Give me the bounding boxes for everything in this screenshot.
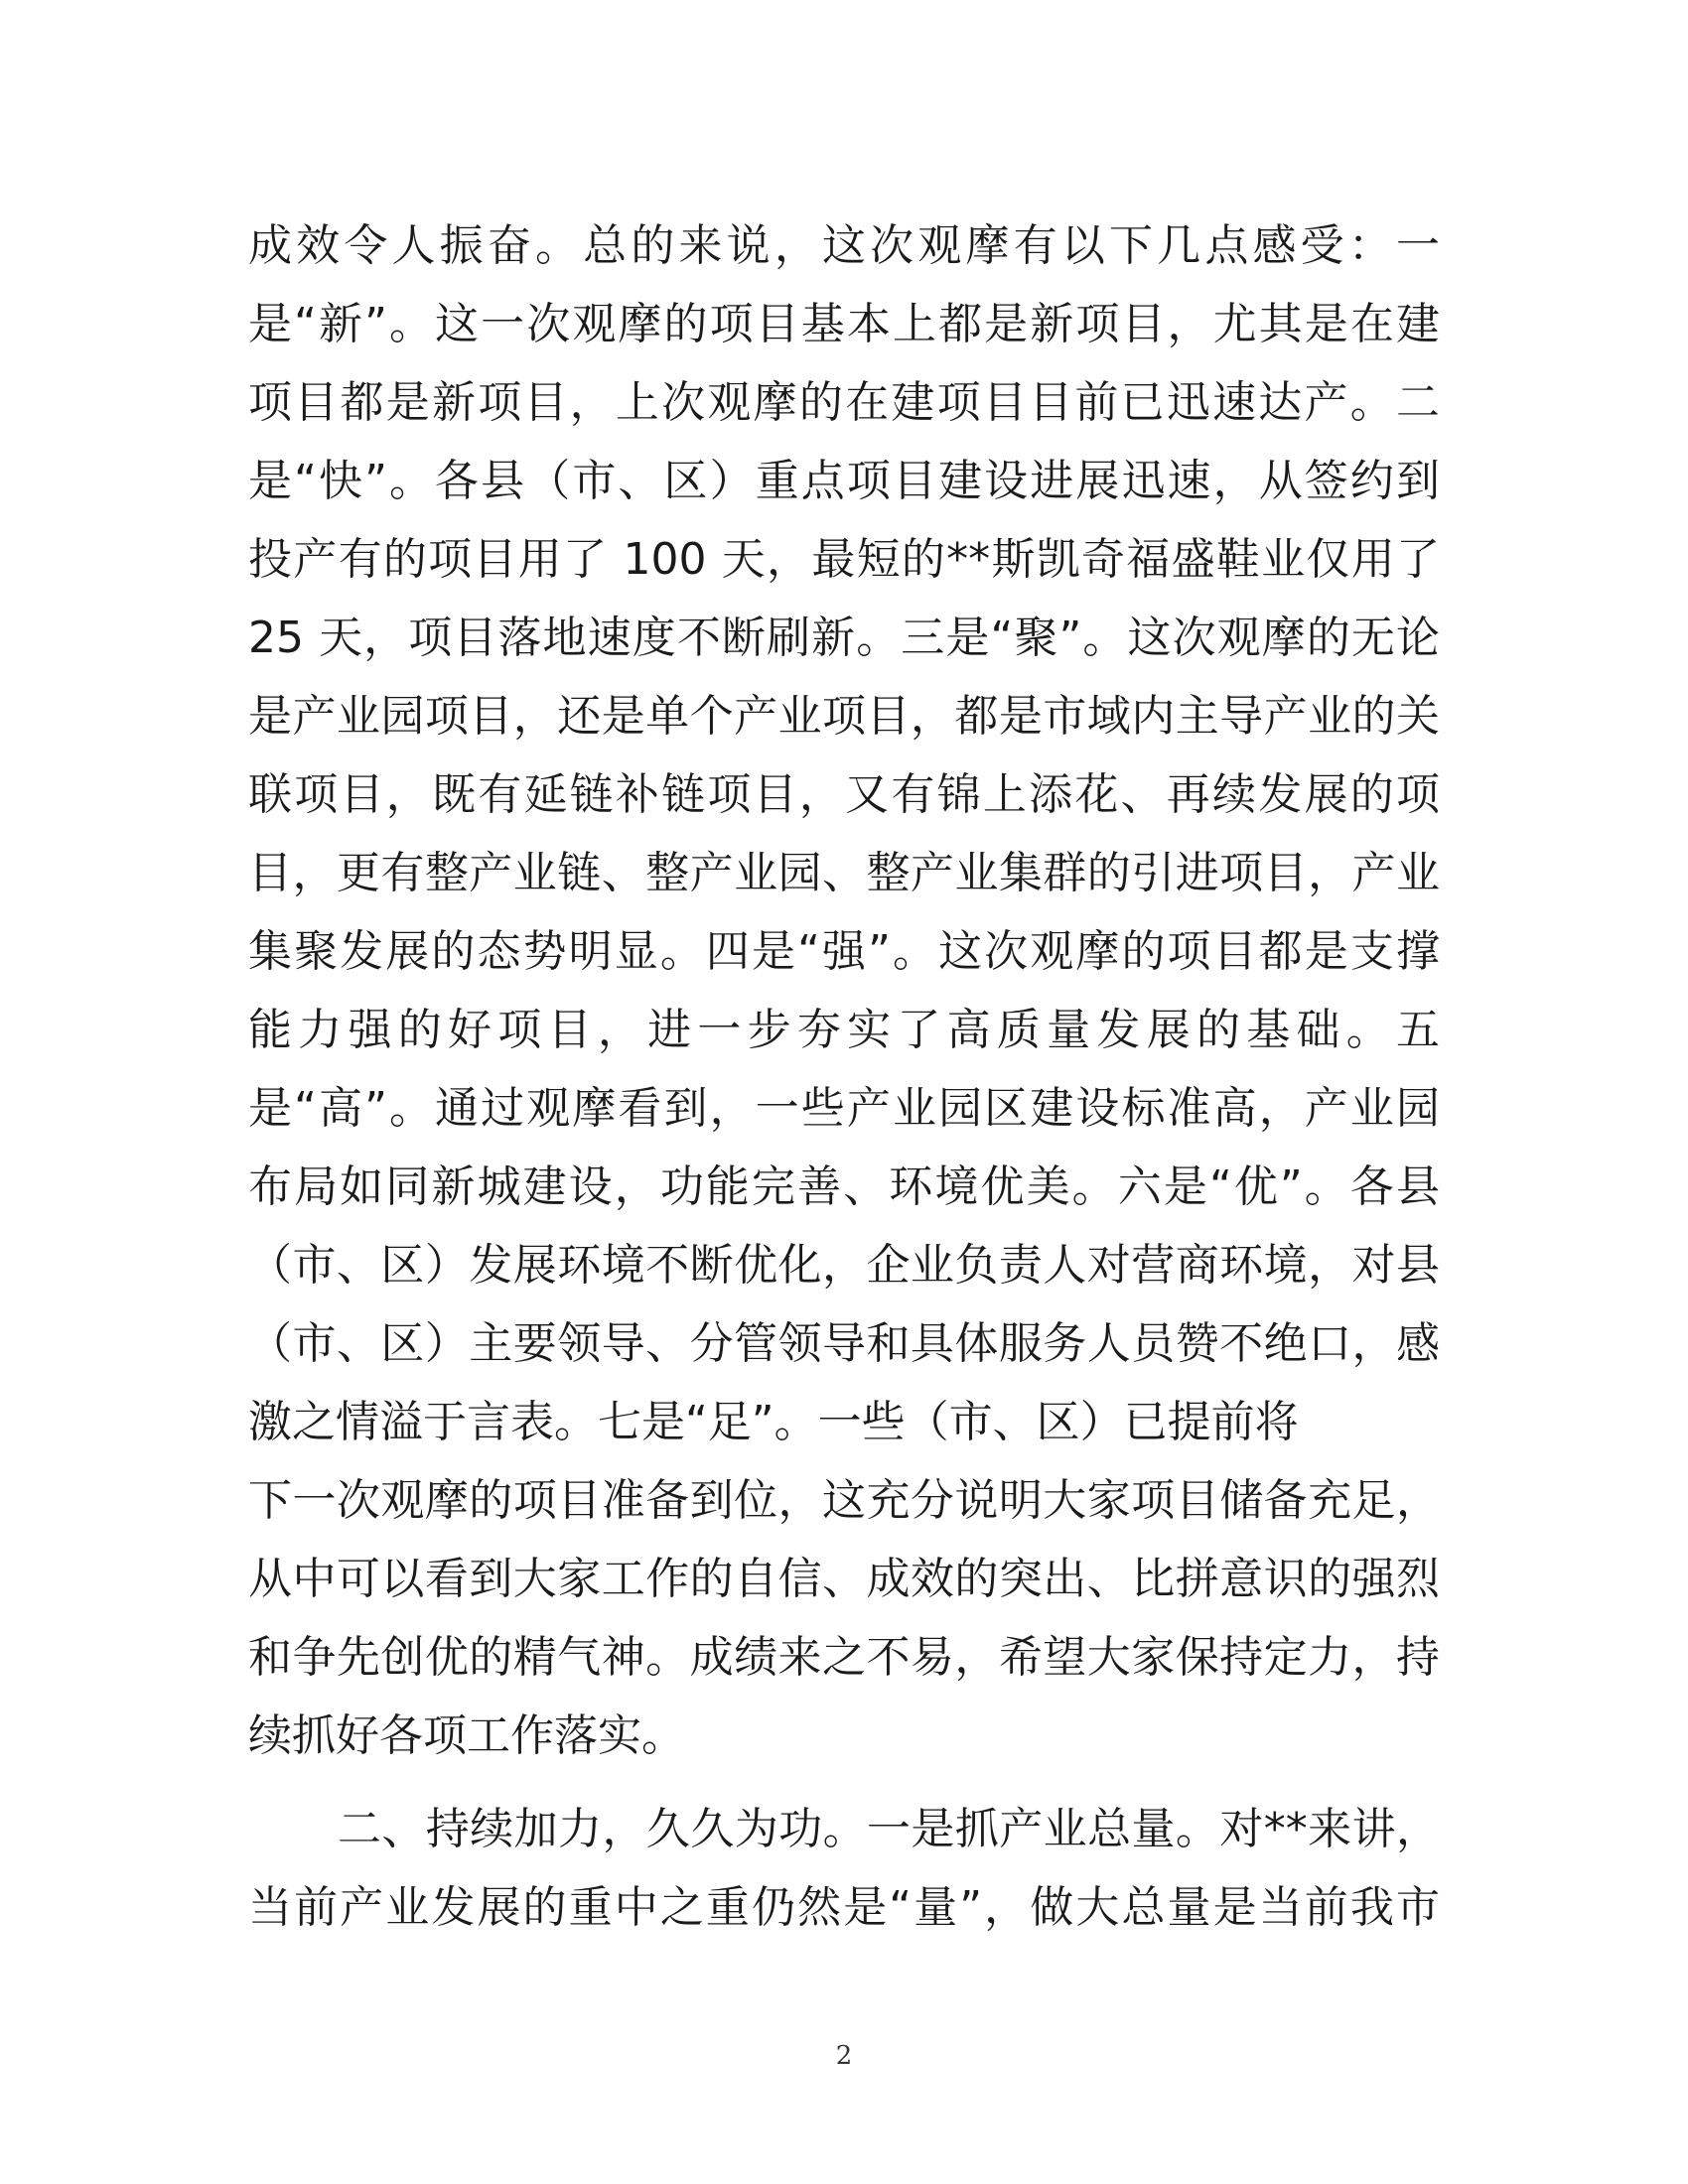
text-line: 是“快”。各县（市、区）重点项目建设进展迅速，从签约到 (248, 456, 1440, 506)
text-line: 当前产业发展的重中之重仍然是“量”，做大总量是当前我市 (248, 1882, 1440, 1933)
text-line: 是“新”。这一次观摩的项目基本上都是新项目，尤其是在建 (248, 299, 1440, 349)
text-line: （市、区）发展环境不断优化，企业负责人对营商环境，对县 (248, 1240, 1440, 1291)
body-paragraph (248, 206, 1440, 1775)
text-line: 下一次观摩的项目准备到位，这充分说明大家项目储备充足， (248, 1475, 1440, 1526)
text-line: 二、持续加力，久久为功。一是抓产业总量。对**来讲， (338, 1804, 1440, 1854)
text-line: 激之情溢于言表。七是“足”。一些（市、区）已提前将 (248, 1397, 1299, 1447)
text-line: 续抓好各项工作落实。 (248, 1710, 685, 1761)
text-line: 布局如同新城建设，功能完善、环境优美。六是“优”。各县 (248, 1161, 1440, 1212)
text-line: （市、区）主要领导、分管领导和具体服务人员赞不绝口，感 (248, 1318, 1440, 1369)
text-line: 是产业园项目，还是单个产业项目，都是市域内主导产业的关 (248, 691, 1440, 742)
text-line: 项目都是新项目，上次观摩的在建项目目前已迅速达产。二 (248, 377, 1440, 428)
text-line: 成效令人振奋。总的来说，这次观摩有以下几点感受：一 (248, 220, 1440, 271)
page-number: 2 (835, 2041, 853, 2071)
text-line: 25 天，项目落地速度不断刷新。三是“聚”。这次观摩的无论 (248, 613, 1440, 663)
text-line: 从中可以看到大家工作的自信、成效的突出、比拼意识的强烈 (248, 1554, 1440, 1604)
text-line: 目，更有整产业链、整产业园、整产业集群的引进项目，产业 (248, 848, 1440, 898)
text-line: 能力强的好项目，进一步夯实了高质量发展的基础。五 (248, 1005, 1440, 1055)
text-line: 投产有的项目用了 100 天，最短的**斯凯奇福盛鞋业仅用了 (248, 534, 1440, 585)
text-line: 联项目，既有延链补链项目，又有锦上添花、再续发展的项 (248, 769, 1440, 820)
text-line: 集聚发展的态势明显。四是“强”。这次观摩的项目都是支撑 (248, 926, 1440, 977)
text-line: 是“高”。通过观摩看到，一些产业园区建设标准高，产业园 (248, 1083, 1440, 1134)
body-paragraph (248, 1790, 1440, 1947)
text-line: 和争先创优的精气神。成绩来之不易，希望大家保持定力，持 (248, 1632, 1440, 1683)
